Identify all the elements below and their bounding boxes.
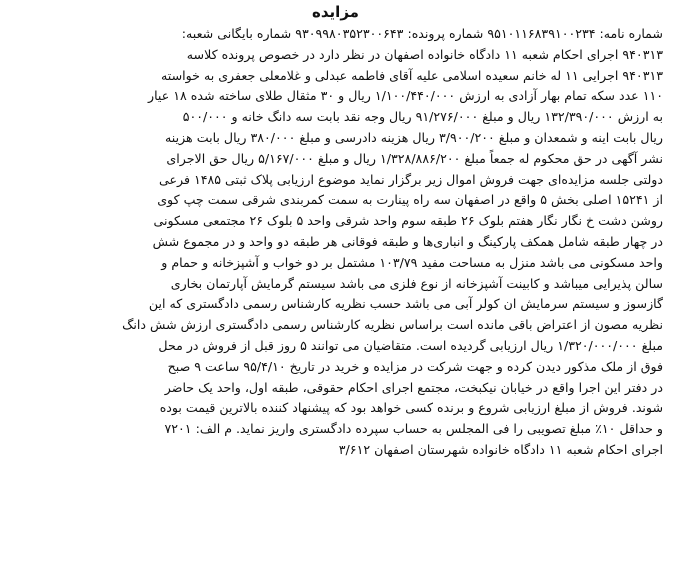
- notice-line: به ارزش ۱۳۲/۳۹۰/۰۰۰ ریال و مبلغ ۹۱/۲۷۶/۰۰۰ ریال وجه نقد بابت سه دانگ خانه و ۵۰۰/۰۰۰: [182, 109, 663, 125]
- notice-line: گازسوز و سیستم سرمایش ان کولر آبی می باشد حسب نظریه کارشناس رسمی دادگستری که این: [148, 296, 663, 312]
- notice-line: دولتی جلسه مزایده‌ای جهت فروش اموال زیر برگزار نماید موضوع ارزیابی پلاک ثبتی ۱۴۸۵ فرعی: [158, 171, 663, 187]
- notice-line: ۹۴۰۳۱۳ اجرایی ۱۱ له خانم سعیده اسلامی علیه آقای فاطمه عبدلی و غلامعلی جعفری به خواسته: [161, 67, 663, 83]
- notice-line: واحد مسکونی می باشد منزل به مساحت مفید ۱۰۳/۷۹ مشتمل بر دو خواب و آشپزخانه و حمام و: [161, 254, 663, 270]
- notice-body: [8, 24, 663, 461]
- notice-line: مبلغ ۱/۳۲۰/۰۰۰/۰۰۰ ریال ارزیابی گردیده است. متقاضیان می توانند ۵ روز قبل از فروش در محل: [158, 337, 663, 353]
- notice-line: و حداقل ۱۰٪ مبلغ تصویبی را فی المجلس به حساب سپرده دادگستری واریز نماید. م الف: ۷۲۰۱: [164, 421, 663, 437]
- notice-line: ۱۱۰ عدد سکه تمام بهار آزادی به ارزش ۱/۱۰۰/۴۴۰/۰۰۰ ریال و ۳۰ مثقال طلای ساخته شده ۱۸ عیار: [148, 88, 663, 104]
- notice-line: ریال بابت اینه و شمعدان و مبلغ ۳/۹۰۰/۲۰۰ ریال هزینه دادرسی و مبلغ ۳۸۰/۰۰۰ ریال بابت هزینه: [165, 129, 663, 145]
- notice-line: از ۱۵۲۴۱ اصلی بخش ۵ واقع در اصفهان سه راه پینارت به سمت کمربندی شرقی سمت چپ کوی: [157, 192, 663, 208]
- notice-title: مزایده: [312, 3, 359, 21]
- notice-line: در دفتر این اجرا واقع در خیابان نیکبخت، مجتمع اجرای احکام حقوقی، طبقه اول، واحد یک حاضر: [164, 379, 663, 395]
- notice-line: فوق از ملک مذکور دیدن کرده و جهت شرکت در مزایده و خرید در تاریخ ۹۵/۴/۱۰ ساعت ۹ صبح: [167, 358, 663, 374]
- notice-line: روشن دشت خ نگار نگار هفتم بلوک ۲۶ طبقه سوم واحد شرقی واحد ۵ بلوک ۲۶ مجتمعی مسکونی: [153, 213, 663, 229]
- notice-line: نشر آگهی در حق محکوم له جمعاً مبلغ ۱/۳۲۸/۸۸۶/۲۰۰ ریال و مبلغ ۵/۱۶۷/۰۰۰ ریال حق الاجرای: [166, 150, 663, 166]
- notice-line: نظریه مصون از اعتراض باقی مانده است براساس نظریه کارشناس رسمی دادگستری ارزش شش دانگ: [122, 317, 663, 333]
- notice-line: شوند. فروش از مبلغ ارزیابی شروع و برنده کسی خواهد بود که پیشنهاد کننده بالاترین قیمت بوده: [159, 400, 663, 416]
- notice-line: سالن پذیرایی میباشد و کابینت آشپزخانه از نوع فلزی می باشد سیستم گرمایش آپارتمان بخاری: [170, 275, 663, 291]
- notice-line: شماره نامه: ۹۵۱۰۱۱۶۸۳۹۱۰۰۲۳۴ شماره پرونده: ۹۳۰۹۹۸۰۳۵۲۳۰۰۶۴۳ شماره بایگانی شعبه:: [181, 26, 663, 41]
- notice-line: ۹۴۰۳۱۳ اجرای احکام شعبه ۱۱ دادگاه خانواده اصفهان در نظر دارد در خصوص پرونده کلاسه: [186, 46, 663, 62]
- notice-line: در چهار طبقه شامل همکف پارکینگ و انباری‌ها و طبقه فوقانی هر طبقه دو واحد و در مجموع شش: [152, 233, 663, 249]
- notice-line: اجرای احکام شعبه ۱۱ دادگاه خانواده شهرستان اصفهان ۳/۶۱۲: [338, 441, 663, 457]
